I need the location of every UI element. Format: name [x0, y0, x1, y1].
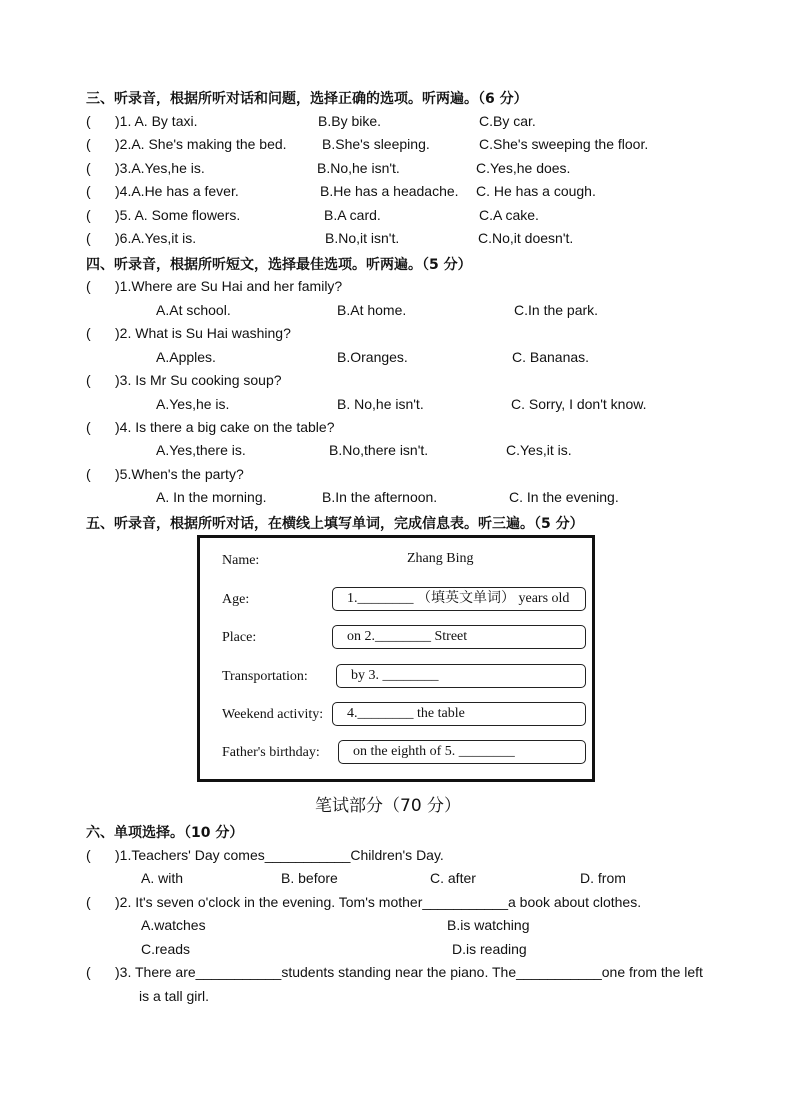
s4-q5-a: A. In the morning. [156, 489, 267, 505]
s3-q3: )3.A.Yes,he is. [115, 160, 205, 176]
s3-q6-c: C.No,it doesn't. [478, 230, 574, 246]
s4-q1-a: A.At school. [156, 302, 231, 318]
s4-q5-c: C. In the evening. [509, 489, 619, 505]
age-field[interactable]: 1.________ （填英文单词） years old [332, 587, 586, 611]
s3-q2-b: B.She's sleeping. [322, 136, 430, 152]
s3-q5: )5. A. Some flowers. [115, 207, 241, 223]
s4-q4-c: C.Yes,it is. [506, 442, 572, 458]
s4-q1-b: B.At home. [337, 302, 407, 318]
s3-q2-c: C.She's sweeping the floor. [479, 136, 649, 152]
s4-q2: )2. What is Su Hai washing? [115, 325, 291, 341]
s6-q2-c: C.reads [141, 941, 191, 957]
s3-q6: )6.A.Yes,it is. [115, 230, 197, 246]
s4-q2-c: C. Bananas. [512, 349, 590, 365]
father-birthday-label: Father's birthday: [222, 745, 320, 760]
answer-paren: ( [86, 847, 91, 863]
s3-q5-b: B.A card. [324, 207, 381, 223]
s4-q4-b: B.No,there isn't. [329, 442, 429, 458]
weekend-activity-field[interactable]: 4.________ the table [332, 702, 586, 726]
answer-paren: ( [86, 183, 91, 199]
transportation-field[interactable]: by 3. ________ [336, 664, 586, 688]
s3-q5-c: C.A cake. [479, 207, 539, 223]
answer-paren: ( [86, 325, 91, 341]
s3-q3-b: B.No,he isn't. [317, 160, 400, 176]
s4-q4-a: A.Yes,there is. [156, 442, 246, 458]
s6-q2-a: A.watches [141, 917, 206, 933]
answer-paren: ( [86, 964, 91, 980]
answer-paren: ( [86, 419, 91, 435]
s4-q2-b: B.Oranges. [337, 349, 408, 365]
place-label: Place: [222, 630, 257, 645]
name-label: Name: [222, 553, 260, 568]
s6-q1-b: B. before [281, 870, 338, 886]
s4-q1-c: C.In the park. [514, 302, 599, 318]
transportation-label: Transportation: [222, 669, 308, 684]
s6-q1-a: A. with [141, 870, 184, 886]
s6-q1: )1.Teachers' Day comes___________Children's Day. [115, 847, 444, 863]
s6-q1-c: C. after [430, 870, 476, 886]
answer-paren: ( [86, 160, 91, 176]
s4-q2-a: A.Apples. [156, 349, 216, 365]
s3-q4: )4.A.He has a fever. [115, 183, 239, 199]
s6-q2: )2. It's seven o'clock in the evening. Tom's mother___________a book about clothes. [115, 894, 642, 910]
section-3-heading: 三、听录音，根据所听对话和问题，选择正确的选项。听两遍。（6 分） [86, 91, 528, 107]
s4-q5-b: B.In the afternoon. [322, 489, 438, 505]
s4-q3-b: B. No,he isn't. [337, 396, 424, 412]
section-5-heading: 五、听录音，根据所听对话，在横线上填写单词，完成信息表。听三遍。（5 分） [86, 516, 584, 532]
s4-q3-c: C. Sorry, I don't know. [511, 396, 647, 412]
s4-q3-a: A.Yes,he is. [156, 396, 230, 412]
age-label: Age: [222, 592, 250, 607]
s4-q3: )3. Is Mr Su cooking soup? [115, 372, 282, 388]
answer-paren: ( [86, 466, 91, 482]
place-field[interactable]: on 2.________ Street [332, 625, 586, 649]
name-value: Zhang Bing [407, 551, 474, 566]
s3-q4-b: B.He has a headache. [320, 183, 459, 199]
answer-paren: ( [86, 372, 91, 388]
weekend-activity-label: Weekend activity: [222, 707, 324, 722]
s6-q3: )3. There are___________students standing near the piano. The___________one from the left [115, 964, 703, 980]
s3-q2: )2.A. She's making the bed. [115, 136, 287, 152]
s3-q1-c: C.By car. [479, 113, 536, 129]
s4-q1: )1.Where are Su Hai and her family? [115, 278, 343, 294]
answer-paren: ( [86, 230, 91, 246]
s6-q2-d: D.is reading [452, 941, 527, 957]
s3-q1: )1. A. By taxi. [115, 113, 198, 129]
s6-q1-d: D. from [580, 870, 626, 886]
s6-q2-b: B.is watching [447, 917, 530, 933]
info-table [197, 535, 595, 782]
written-part-title: 笔试部分（70 分） [315, 796, 462, 816]
section-6-heading: 六、单项选择。（10 分） [86, 825, 244, 841]
s3-q3-c: C.Yes,he does. [476, 160, 571, 176]
s4-q4: )4. Is there a big cake on the table? [115, 419, 335, 435]
s3-q6-b: B.No,it isn't. [325, 230, 400, 246]
answer-paren: ( [86, 207, 91, 223]
s6-q3-continuation: is a tall girl. [139, 988, 210, 1004]
father-birthday-field[interactable]: on the eighth of 5. ________ [338, 740, 586, 764]
answer-paren: ( [86, 278, 91, 294]
s3-q1-b: B.By bike. [318, 113, 382, 129]
s4-q5: )5.When's the party? [115, 466, 244, 482]
section-4-heading: 四、听录音，根据所听短文，选择最佳选项。听两遍。（5 分） [86, 257, 472, 273]
s3-q4-c: C. He has a cough. [476, 183, 596, 199]
answer-paren: ( [86, 894, 91, 910]
answer-paren: ( [86, 113, 91, 129]
answer-paren: ( [86, 136, 91, 152]
